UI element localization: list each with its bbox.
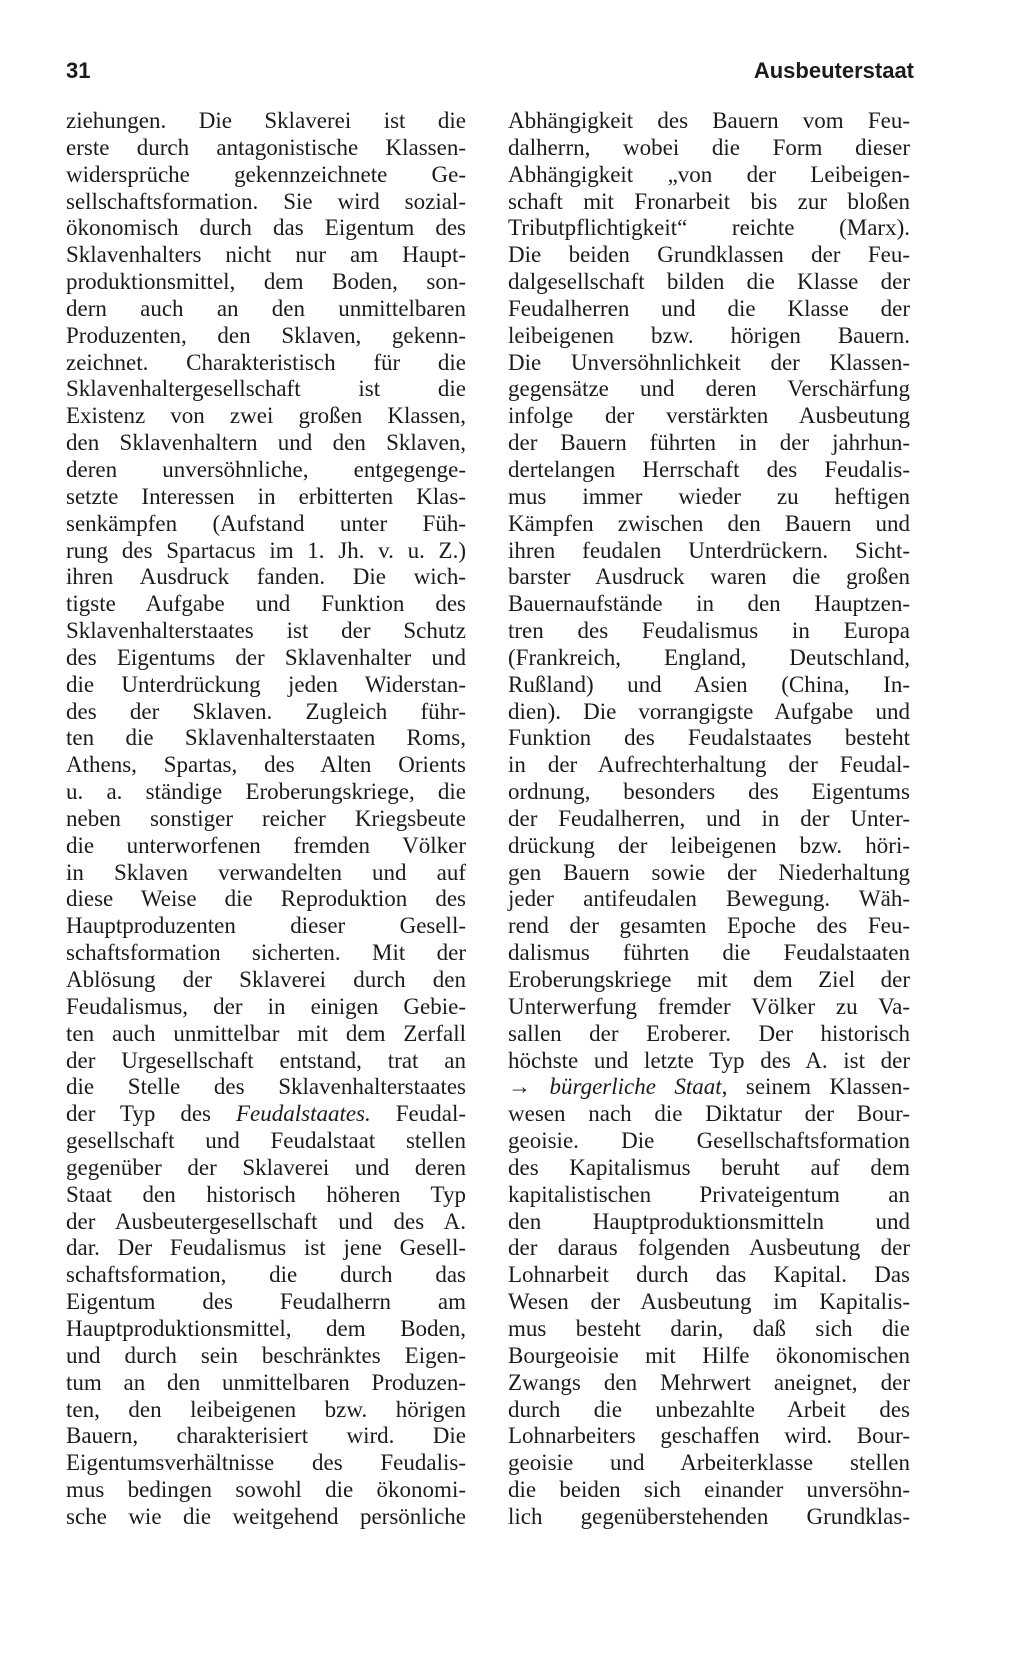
text-line: Bauernaufstände in den Hauptzen- bbox=[508, 591, 910, 617]
text-line: die Stelle des Sklavenhalterstaates bbox=[66, 1074, 466, 1100]
text-line: Existenz von zwei großen Klassen, bbox=[66, 403, 466, 429]
text-line: Ablösung der Sklaverei durch den bbox=[66, 967, 466, 992]
text-line: höchste und letzte Typ des A. ist der bbox=[508, 1047, 910, 1073]
text-line: gegenüber der Sklaverei und deren bbox=[66, 1154, 466, 1180]
text-line: Eroberungskriege mit dem Ziel der bbox=[508, 967, 910, 992]
text-line: ziehungen. Die Sklaverei ist die bbox=[66, 108, 466, 133]
text-line: Rußland) und Asien (China, In- bbox=[508, 671, 910, 697]
text-line: Hauptproduktionsmittel, dem Boden, bbox=[66, 1315, 466, 1341]
text-line: Hauptproduzenten dieser Gesell- bbox=[66, 913, 466, 939]
text-line: infolge der verstärkten Ausbeutung bbox=[508, 403, 910, 429]
text-line: tum an den unmittelbaren Produzen- bbox=[66, 1369, 466, 1395]
text-line: ihren Ausdruck fanden. Die wich- bbox=[66, 564, 466, 590]
text-line: Sklavenhalters nicht nur am Haupt- bbox=[66, 242, 466, 268]
text-line: tren des Feudalismus in Europa bbox=[508, 618, 910, 644]
text-line: sche wie die weitgehend persönliche bbox=[66, 1503, 466, 1529]
text-line: ökonomisch durch das Eigentum des bbox=[66, 215, 466, 241]
text-line: dalherrn, wobei die Form dieser bbox=[508, 134, 910, 160]
text-line: Zwangs den Mehrwert aneignet, der bbox=[508, 1369, 910, 1395]
text-line: rung des Spartacus im 1. Jh. v. u. Z.) bbox=[66, 537, 466, 563]
text-line: in der Aufrechterhaltung der Feudal- bbox=[508, 752, 910, 778]
text-line: Athens, Spartas, des Alten Orients bbox=[66, 752, 466, 778]
text-line: in Sklaven verwandelten und auf bbox=[66, 859, 466, 885]
text-line: des Kapitalismus beruht auf dem bbox=[508, 1154, 910, 1180]
text-line: gen Bauern sowie der Niederhaltung bbox=[508, 859, 910, 885]
text-line: jeder antifeudalen Bewegung. Wäh- bbox=[508, 886, 910, 912]
text-line: der Bauern führten in der jahrhun- bbox=[508, 430, 910, 456]
text-line: des Eigentums der Sklavenhalter und bbox=[66, 644, 466, 670]
text-line: leibeigenen bzw. hörigen Bauern. bbox=[508, 322, 910, 348]
text-line: diese Weise die Reproduktion des bbox=[66, 886, 466, 912]
text-line: des der Sklaven. Zugleich führ- bbox=[66, 698, 466, 724]
text-line: dien). Die vorrangigste Aufgabe und bbox=[508, 698, 910, 724]
text-line: Sklavenhaltergesellschaft ist die bbox=[66, 376, 466, 402]
text-line: geoisie. Die Gesellschaftsformation bbox=[508, 1128, 910, 1154]
text-line: dar. Der Feudalismus ist jene Gesell- bbox=[66, 1235, 466, 1261]
text-line: produktionsmittel, dem Boden, son- bbox=[66, 269, 466, 295]
text-line: Wesen der Ausbeutung im Kapitalis- bbox=[508, 1289, 910, 1315]
right-text-column bbox=[508, 108, 910, 1531]
text-line: Sklavenhalterstaates ist der Schutz bbox=[66, 618, 466, 644]
left-text-column bbox=[66, 108, 466, 1531]
text-line: ihren feudalen Unterdrückern. Sicht- bbox=[508, 537, 910, 563]
text-line: Kämpfen zwischen den Bauern und bbox=[508, 510, 910, 536]
text-line: rend der gesamten Epoche des Feu- bbox=[508, 913, 910, 939]
text-line: Unterwerfung fremder Völker zu Va- bbox=[508, 993, 910, 1019]
text-line: ten auch unmittelbar mit dem Zerfall bbox=[66, 1020, 466, 1046]
text-line: mus immer wieder zu heftigen bbox=[508, 483, 910, 509]
text-line: neben sonstiger reicher Kriegsbeute bbox=[66, 805, 466, 831]
text-line: Feudalherren und die Klasse der bbox=[508, 295, 910, 321]
text-line: mus bedingen sowohl die ökonomi- bbox=[66, 1477, 466, 1503]
text-line: Funktion des Feudalstaates besteht bbox=[508, 725, 910, 751]
text-line: zeichnet. Charakteristisch für die bbox=[66, 349, 466, 375]
text-line: drückung der leibeigenen bzw. höri- bbox=[508, 832, 910, 858]
text-line: schaft mit Fronarbeit bis zur bloßen bbox=[508, 188, 910, 214]
text-line: senkämpfen (Aufstand unter Füh- bbox=[66, 510, 466, 536]
text-line: Lohnarbeiters geschaffen wird. Bour- bbox=[508, 1423, 910, 1449]
text-line: gegensätze und deren Verschärfung bbox=[508, 376, 910, 402]
text-line: die unterworfenen fremden Völker bbox=[66, 832, 466, 858]
text-line: der Ausbeutergesellschaft und des A. bbox=[66, 1208, 466, 1234]
text-line: Eigentumsverhältnisse des Feudalis- bbox=[66, 1450, 466, 1476]
page-number: 31 bbox=[66, 58, 91, 83]
text-line: Tributpflichtigkeit“ reichte (Marx). bbox=[508, 215, 910, 241]
text-line: Bourgeoisie mit Hilfe ökonomischen bbox=[508, 1342, 910, 1368]
text-line: dalismus führten die Feudalstaaten bbox=[508, 940, 910, 966]
text-line: setzte Interessen in erbitterten Klas- bbox=[66, 483, 466, 509]
text-line: kapitalistischen Privateigentum an bbox=[508, 1181, 910, 1207]
text-line: durch die unbezahlte Arbeit des bbox=[508, 1396, 910, 1422]
page-header bbox=[0, 58, 1024, 88]
text-line: Abhängigkeit „von der Leibeigen- bbox=[508, 161, 910, 187]
text-line: dalgesellschaft bilden die Klasse der bbox=[508, 269, 910, 295]
text-line: Die beiden Grundklassen der Feu- bbox=[508, 242, 910, 268]
text-line: den Sklavenhaltern und den Sklaven, bbox=[66, 430, 466, 456]
text-line: dern auch an den unmittelbaren bbox=[66, 295, 466, 321]
text-line: Die Unversöhnlichkeit der Klassen- bbox=[508, 349, 910, 375]
text-line: Feudalismus, der in einigen Gebie- bbox=[66, 993, 466, 1019]
text-line: → bürgerliche Staat, seinem Klassen- bbox=[508, 1074, 910, 1100]
text-line: den Hauptproduktionsmitteln und bbox=[508, 1208, 910, 1234]
text-line: lich gegenüberstehenden Grundklas- bbox=[508, 1503, 910, 1529]
text-line: (Frankreich, England, Deutschland, bbox=[508, 644, 910, 670]
text-line: mus besteht darin, daß sich die bbox=[508, 1315, 910, 1341]
text-line: schaftsformation sicherten. Mit der bbox=[66, 940, 466, 966]
text-line: sallen der Eroberer. Der historisch bbox=[508, 1020, 910, 1046]
text-line: dertelangen Herrschaft des Feudalis- bbox=[508, 456, 910, 482]
running-head: Ausbeuterstaat bbox=[753, 58, 914, 83]
text-line: erste durch antagonistische Klassen- bbox=[66, 134, 466, 160]
text-line: widersprüche gekennzeichnete Ge- bbox=[66, 161, 466, 187]
text-line: der Urgesellschaft entstand, trat an bbox=[66, 1047, 466, 1073]
text-line: der Feudalherren, und in der Unter- bbox=[508, 805, 910, 831]
text-line: gesellschaft und Feudalstaat stellen bbox=[66, 1128, 466, 1154]
text-line: wesen nach die Diktatur der Bour- bbox=[508, 1101, 910, 1127]
text-line: ten die Sklavenhalterstaaten Roms, bbox=[66, 725, 466, 751]
text-line: barster Ausdruck waren die großen bbox=[508, 564, 910, 590]
text-line: u. a. ständige Eroberungskriege, die bbox=[66, 779, 466, 805]
text-line: Staat den historisch höheren Typ bbox=[66, 1181, 466, 1207]
text-line: geoisie und Arbeiterklasse stellen bbox=[508, 1450, 910, 1476]
text-line: der Typ des Feudalstaates. Feudal- bbox=[66, 1101, 466, 1127]
text-line: Lohnarbeit durch das Kapital. Das bbox=[508, 1262, 910, 1288]
text-line: die beiden sich einander unversöhn- bbox=[508, 1477, 910, 1503]
text-line: der daraus folgenden Ausbeutung der bbox=[508, 1235, 910, 1261]
text-line: und durch sein beschränktes Eigen- bbox=[66, 1342, 466, 1368]
text-line: die Unterdrückung jeden Widerstan- bbox=[66, 671, 466, 697]
text-line: Bauern, charakterisiert wird. Die bbox=[66, 1423, 466, 1449]
text-line: deren unversöhnliche, entgegenge- bbox=[66, 456, 466, 482]
text-line: schaftsformation, die durch das bbox=[66, 1262, 466, 1288]
text-line: sellschaftsformation. Sie wird sozial- bbox=[66, 188, 466, 214]
text-line: ordnung, besonders des Eigentums bbox=[508, 779, 910, 805]
text-line: ten, den leibeigenen bzw. hörigen bbox=[66, 1396, 466, 1422]
text-line: Eigentum des Feudalherrn am bbox=[66, 1289, 466, 1315]
text-line: Abhängigkeit des Bauern vom Feu- bbox=[508, 108, 910, 133]
text-line: tigste Aufgabe und Funktion des bbox=[66, 591, 466, 617]
text-line: Produzenten, den Sklaven, gekenn- bbox=[66, 322, 466, 348]
